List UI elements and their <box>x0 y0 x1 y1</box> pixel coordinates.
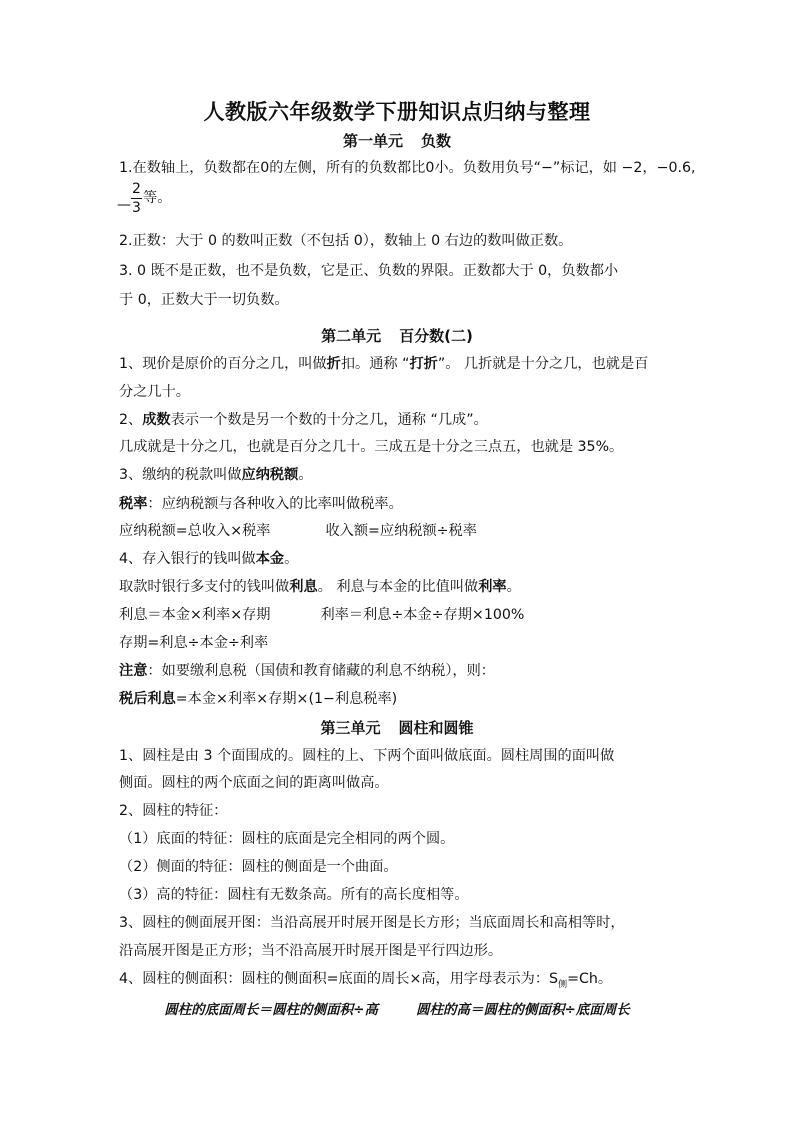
text: 。 利息与本金的比值叫做 <box>317 579 479 595</box>
formula-interest: 利息＝本金×利率×存期 <box>119 607 271 623</box>
subscript: 侧 <box>558 979 568 990</box>
text: 4、圆柱的侧面积：圆柱的侧面积=底面的周长×高，用字母表示为：S <box>119 971 559 987</box>
fraction-two-thirds <box>117 180 143 216</box>
formula-income: 收入额=应纳税额÷税率 <box>325 523 477 539</box>
formula-base-perimeter: 圆柱的底面周长＝圆柱的侧面积÷高 <box>164 1002 378 1018</box>
unit1-heading <box>0 130 794 151</box>
unit2-line4 <box>119 465 679 485</box>
fraction-numerator: 2 <box>132 181 141 197</box>
formula-tax: 应纳税额=总收入×税率 <box>119 523 271 539</box>
unit2-line3: 几成就是十分之几，也就是百分之几十。三成五是十分之三点五，也就是 35%。 <box>119 439 624 455</box>
unit3-number: 第三单元 <box>320 719 381 737</box>
unit1-point3b: 于 0，正数大于一切负数。 <box>119 292 289 308</box>
unit2-line5 <box>119 494 679 514</box>
document-title: 人教版六年级数学下册知识点归纳与整理 <box>203 100 591 124</box>
unit2-line1b: 分之几十。 <box>119 384 190 400</box>
bold-term: 利率 <box>478 579 507 595</box>
formula-rate: 利率＝利息÷本金÷存期×100% <box>320 607 525 623</box>
unit2-number: 第二单元 <box>321 327 382 345</box>
text: 。 <box>284 551 299 567</box>
text: 表示一个数是另一个数的十分之几，通称 “几成”。 <box>170 412 488 428</box>
unit2-line11 <box>119 661 679 681</box>
unit3-line2: 2、圆柱的特征： <box>119 803 228 819</box>
bold-term: 打折 <box>409 356 438 372</box>
unit2-line8 <box>119 577 679 597</box>
unit1-number: 第一单元 <box>342 132 403 150</box>
text: 4、存入银行的钱叫做 <box>119 551 256 567</box>
text: 扣。通称 “ <box>340 356 410 372</box>
unit2-line9 <box>119 605 679 625</box>
unit1-topic: 负数 <box>421 132 452 150</box>
text: 3、缴纳的税款叫做 <box>119 467 242 483</box>
unit3-line5: （3）高的特征：圆柱有无数条高。所有的高长度相等。 <box>119 887 469 903</box>
unit1-point1-fraction-line <box>117 180 677 216</box>
unit3-line3: （1）底面的特征：圆柱的底面是完全相同的两个圆。 <box>119 831 455 847</box>
bold-term: 利息 <box>289 579 318 595</box>
bold-term: 应纳税额 <box>241 467 299 483</box>
unit2-line12 <box>119 689 679 709</box>
unit3-line1a: 1、圆柱是由 3 个面围成的。圆柱的上、下两个面叫做底面。圆柱周围的面叫做 <box>119 748 615 764</box>
bold-term: 本金 <box>255 551 285 567</box>
unit2-topic: 百分数(二) <box>399 327 473 345</box>
unit2-line1a <box>119 354 679 374</box>
bold-term: 税后利息 <box>119 691 176 707</box>
text: 1、现价是原价的百分之几，叫做 <box>119 356 327 372</box>
unit3-line6b: 沿高展开图是正方形；当不沿高展开时展开图是平行四边形。 <box>119 943 503 959</box>
unit3-line1b: 侧面。圆柱的两个底面之间的距离叫做高。 <box>119 775 389 791</box>
unit3-line4: （2）侧面的特征：圆柱的侧面是一个曲面。 <box>119 859 398 875</box>
text: ：应纳税额与各种收入的比率叫做税率。 <box>147 496 403 512</box>
unit2-line6 <box>119 521 679 541</box>
bold-term: 注意 <box>119 663 148 679</box>
unit2-line2 <box>119 410 679 430</box>
text: 2、 <box>119 412 143 428</box>
unit1-point3a: 3. 0 既不是正数，也不是负数，它是正、负数的界限。正数都大于 0，负数都小 <box>119 263 619 279</box>
handwritten-formulas <box>0 998 794 1018</box>
unit2-line7 <box>119 549 679 569</box>
unit1-point2: 2.正数：大于 0 的数叫正数（不包括 0），数轴上 0 右边的数叫做正数。 <box>119 233 573 249</box>
text: 取款时银行多支付的钱叫做 <box>119 579 290 595</box>
unit3-line7 <box>119 969 679 995</box>
unit3-heading <box>0 717 794 738</box>
text: ”。 几折就是十分之几，也就是百 <box>437 356 649 372</box>
fraction-denominator: 3 <box>132 200 141 216</box>
unit1-point1: 1.在数轴上，负数都在0的左侧，所有的负数都比0小。负数用负号“−”标记，如 −2，−0.6, <box>119 160 696 176</box>
unit3-topic: 圆柱和圆锥 <box>398 719 474 737</box>
text: =本金×利率×存期×(1−利息税率) <box>175 691 398 707</box>
fraction-tail: 等。 <box>143 190 172 206</box>
text: 。 <box>298 467 313 483</box>
bold-term: 折 <box>326 356 341 372</box>
text: 。 <box>506 579 521 595</box>
text: ：如要缴利息税（国债和教育储藏的利息不纳税），则： <box>147 663 495 679</box>
text: =Ch。 <box>567 971 613 987</box>
bold-term: 税率 <box>119 496 148 512</box>
bold-term: 成数 <box>142 412 171 428</box>
unit2-heading <box>0 325 794 346</box>
unit3-line6a: 3、圆柱的侧面展开图：当沿高展开时展开图是长方形；当底面周长和高相等时， <box>119 915 625 931</box>
unit2-line10: 存期=利息÷本金÷利率 <box>119 635 269 651</box>
formula-height: 圆柱的高＝圆柱的侧面积÷底面周长 <box>416 1002 630 1018</box>
fraction-sign: — <box>117 197 131 213</box>
